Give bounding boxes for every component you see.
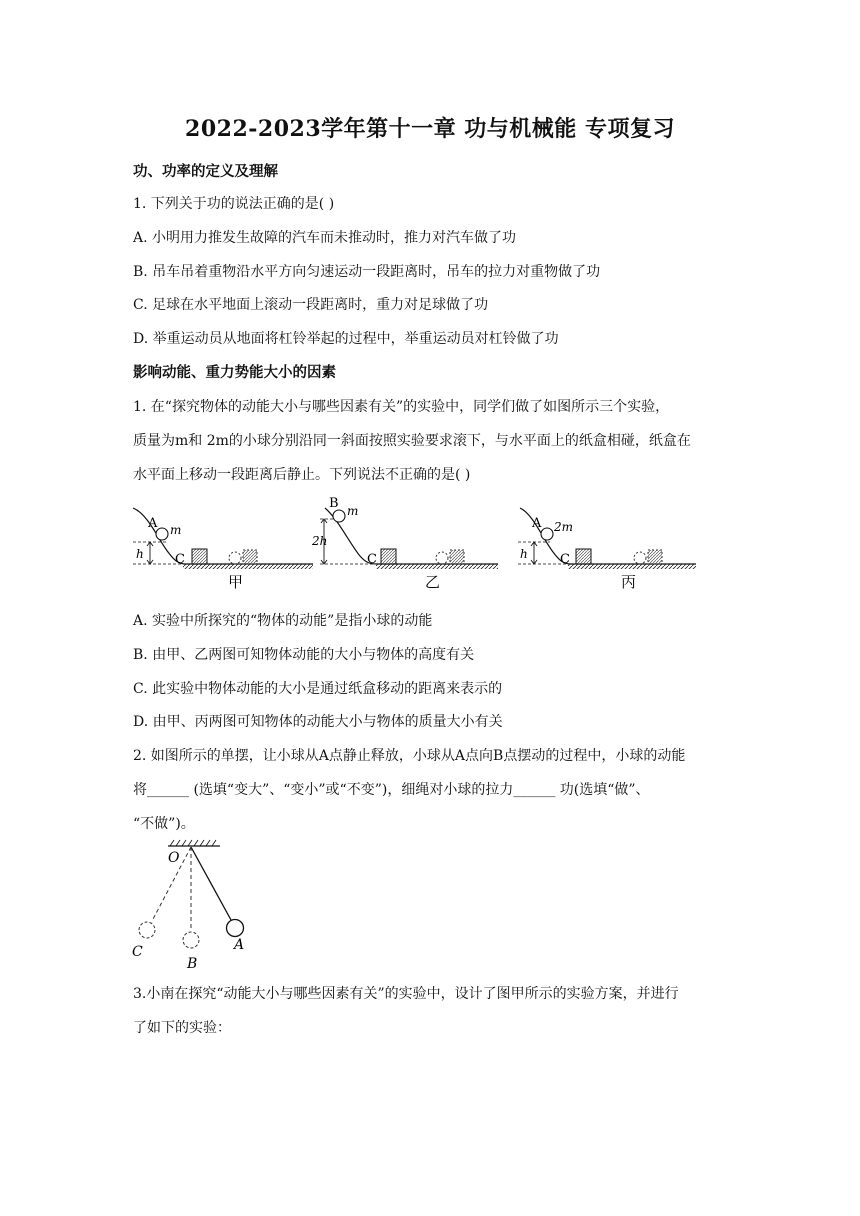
question-2-2-line3: “不做”)。 (133, 816, 195, 832)
option-a: A. 小明用力推发生故障的汽车而未推动时，推力对汽车做了功 (133, 230, 517, 246)
label-b: B (187, 956, 198, 972)
question-2-2-line2: 将______ (选填“变大”、“变小”或“不变”)，细绳对小球的拉力______ 功(选填“做”、 (133, 782, 650, 798)
caption-bing: 丙 (621, 573, 637, 591)
label-height-2h: 2h (312, 534, 328, 548)
label-mass-2m: 2m (554, 520, 574, 534)
label-c: C (175, 552, 185, 567)
option-a: A. 实验中所探究的“物体的动能”是指小球的动能 (133, 613, 433, 629)
question-2-1-line3: 水平面上移动一段距离后静止。下列说法不正确的是( ) (133, 467, 471, 483)
panel-jia (133, 508, 313, 591)
caption-jia: 甲 (228, 573, 244, 591)
question-2-2-line1: 2. 如图所示的单摆，让小球从A点静止释放，小球从A点向B点摆动的过程中，小球的动能 (133, 748, 686, 764)
section-heading-energy-factors: 影响动能、重力势能大小的因素 (133, 364, 336, 381)
option-d: D. 由甲、丙两图可知物体的动能大小与物体的质量大小有关 (133, 714, 503, 730)
label-b: B (329, 496, 339, 511)
question-2-1-line1: 1. 在“探究物体的动能大小与哪些因素有关”的实验中，同学们做了如图所示三个实验， (133, 399, 670, 415)
label-c: C (132, 944, 143, 960)
option-c: C. 此实验中物体动能的大小是通过纸盒移动的距离来表示的 (133, 681, 503, 697)
label-mass-m: m (170, 523, 182, 537)
section-heading-work-power: 功、功率的定义及理解 (133, 163, 278, 180)
option-d: D. 举重运动员从地面将杠铃举起的过程中，举重运动员对杠铃做了功 (133, 331, 559, 347)
question-2-3-line1: 3.小南在探究“动能大小与哪些因素有关”的实验中，设计了图甲所示的实验方案，并进行 (133, 986, 679, 1002)
ramp-experiment-figure (128, 494, 703, 594)
label-a: A (532, 516, 542, 531)
label-height-h: h (136, 547, 144, 561)
question-1-stem: 1. 下列关于功的说法正确的是( ) (133, 196, 335, 212)
label-a: A (148, 516, 158, 531)
label-c: C (560, 552, 570, 567)
label-a: A (234, 937, 245, 953)
panel-yi (311, 496, 498, 591)
caption-yi: 乙 (425, 573, 441, 591)
label-pivot-o: O (168, 850, 180, 866)
pendulum-figure (128, 838, 258, 973)
option-c: C. 足球在水平地面上滚动一段距离时，重力对足球做了功 (133, 297, 489, 313)
option-b: B. 由甲、乙两图可知物体动能的大小与物体的高度有关 (133, 647, 475, 663)
panel-bing (518, 508, 696, 591)
question-2-3-line2: 了如下的实验： (133, 1020, 231, 1036)
page-title: 2022-2023学年第十一章 功与机械能 专项复习 (185, 116, 675, 142)
label-mass-m: m (347, 504, 359, 518)
label-height-h: h (520, 547, 528, 561)
option-b: B. 吊车吊着重物沿水平方向匀速运动一段距离时，吊车的拉力对重物做了功 (133, 264, 601, 280)
label-c: C (367, 552, 377, 567)
question-2-1-line2: 质量为m和 2m的小球分别沿同一斜面按照实验要求滚下，与水平面上的纸盒相碰，纸盒在 (133, 433, 691, 449)
